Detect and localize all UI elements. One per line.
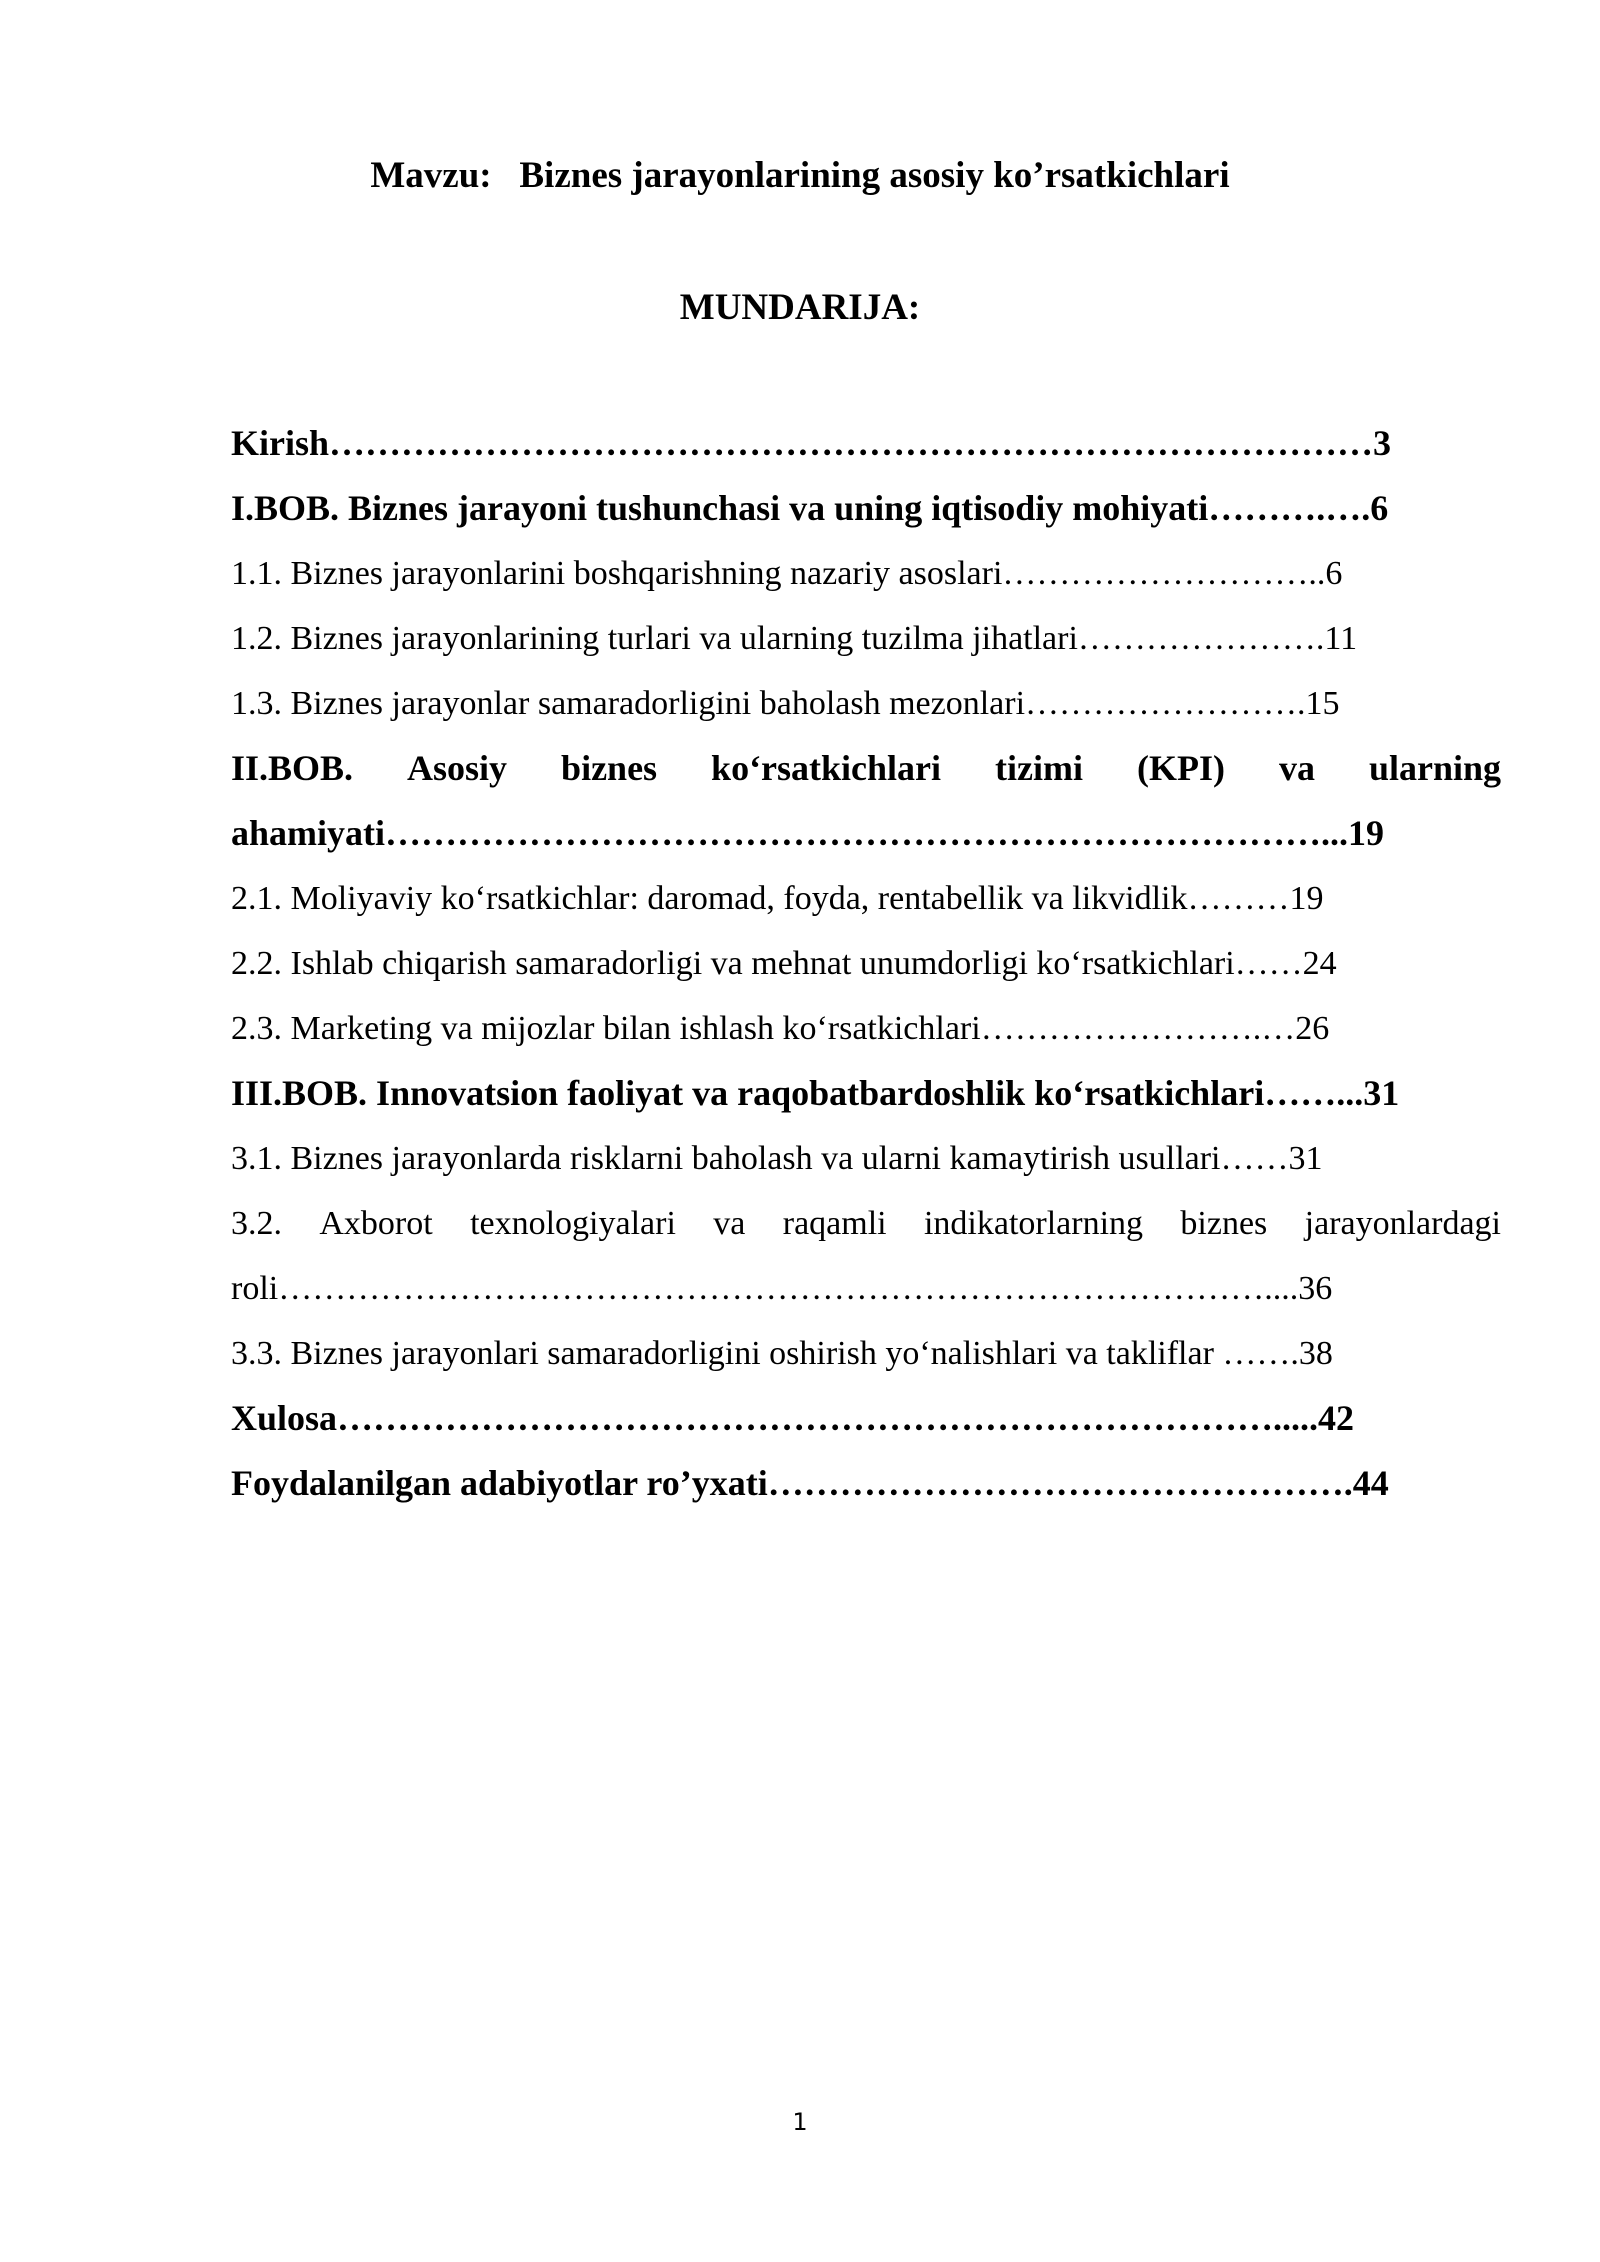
toc-word: biznes (561, 748, 658, 788)
toc-entry-section-1-1[interactable]: 1.1. Biznes jarayonlarini boshqarishning nazariy asoslari………………………..6 (231, 555, 1343, 592)
toc-entry-section-1-2[interactable]: 1.2. Biznes jarayonlarining turlari va ularning tuzilma jihatlari………………….11 (231, 620, 1358, 657)
toc-entry-section-3-3[interactable]: 3.3. Biznes jarayonlari samaradorligini oshirish yo‘nalishlari va takliflar …….38 (231, 1335, 1333, 1372)
toc-word: raqamli (782, 1205, 887, 1242)
toc-entry-xulosa[interactable]: Xulosa…………………………………………………………………….....42 (231, 1398, 1355, 1438)
toc-entry-section-1-3[interactable]: 1.3. Biznes jarayonlar samaradorligini baholash mezonlari…………………….15 (231, 685, 1340, 722)
toc-entry-adabiyotlar[interactable]: Foydalanilgan adabiyotlar ro’yxati………………………………………….44 (231, 1463, 1389, 1503)
toc-word: 3.2. (231, 1205, 282, 1242)
toc-word: ularning (1368, 748, 1501, 788)
toc-word: va (713, 1205, 746, 1242)
table-of-contents (231, 411, 1501, 1516)
toc-word: ko‘rsatkichlari (711, 748, 942, 788)
toc-entry-chapter-2-continued[interactable]: ahamiyati……………………………………………………………………...19 (231, 813, 1385, 853)
toc-entry-section-2-1[interactable]: 2.1. Moliyaviy ko‘rsatkichlar: daromad, foyda, rentabellik va likvidlik………19 (231, 880, 1324, 917)
toc-word: biznes (1180, 1205, 1268, 1242)
toc-entry-chapter-3[interactable]: III.BOB. Innovatsion faoliyat va raqobatbardoshlik ko‘rsatkichlari……...31 (231, 1073, 1400, 1113)
toc-word: II.BOB. (231, 748, 354, 788)
toc-heading: MUNDARIJA: (679, 287, 921, 328)
toc-word: Axborot (319, 1205, 433, 1242)
toc-entry-chapter-2[interactable] (231, 736, 1501, 801)
toc-entry-section-3-2[interactable] (231, 1191, 1501, 1256)
toc-entry-section-3-1[interactable]: 3.1. Biznes jarayonlarda risklarni baholash va ularni kamaytirish usullari……31 (231, 1140, 1323, 1177)
toc-entry-kirish[interactable]: Kirish……………………………………………………………………………3 (231, 423, 1392, 463)
toc-entry-section-2-3[interactable]: 2.3. Marketing va mijozlar bilan ishlash ko‘rsatkichlari…………………….…26 (231, 1010, 1330, 1047)
toc-word: (KPI) (1136, 748, 1225, 788)
toc-word: texnologiyalari (470, 1205, 676, 1242)
toc-entry-section-3-2-continued[interactable]: roli……………………………………………………………………………....36 (231, 1270, 1333, 1307)
document-topic: Mavzu: Biznes jarayonlarining asosiy ko’rsatkichlari (370, 155, 1230, 196)
toc-word: va (1278, 748, 1315, 788)
toc-entry-section-2-2[interactable]: 2.2. Ishlab chiqarish samaradorligi va mehnat unumdorligi ko‘rsatkichlari……24 (231, 945, 1337, 982)
toc-word: indikatorlarning (923, 1205, 1144, 1242)
toc-entry-chapter-1[interactable]: I.BOB. Biznes jarayoni tushunchasi va uning iqtisodiy mohiyati……….….6 (231, 488, 1389, 528)
toc-word: jarayonlardagi (1304, 1205, 1501, 1242)
toc-word: Asosiy (407, 748, 508, 788)
page-number: 1 (792, 2108, 808, 2136)
toc-word: tizimi (995, 748, 1083, 788)
